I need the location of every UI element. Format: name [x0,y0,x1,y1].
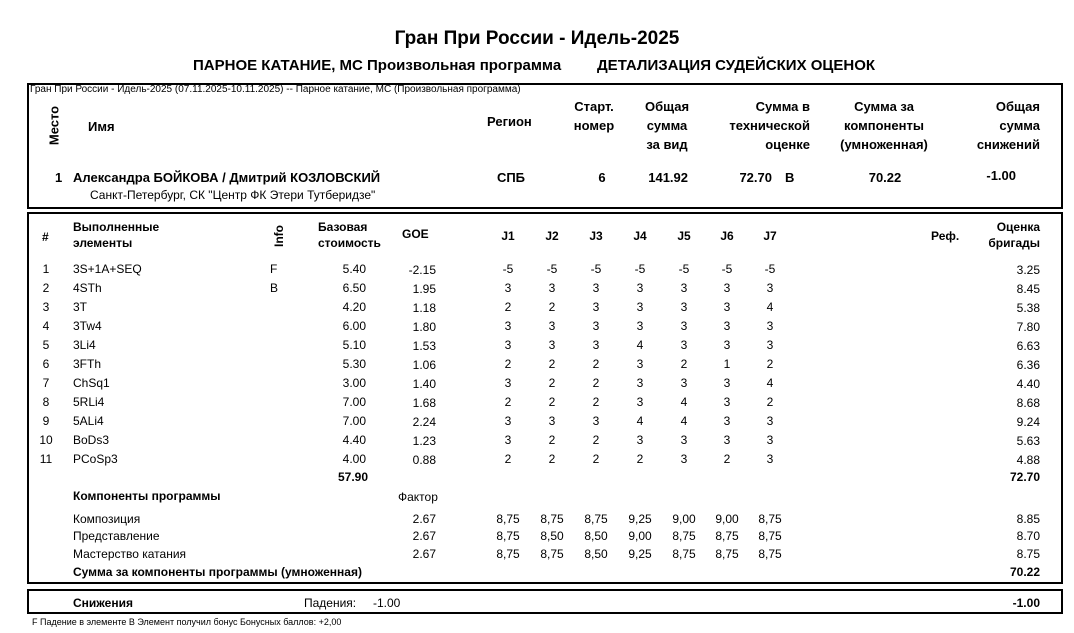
component-judge-score: 9,25 [628,512,652,526]
judge-score: 3 [636,319,644,333]
judge-score: 3 [548,414,556,428]
judge-score: 3 [766,338,774,352]
judge-score: 2 [504,452,512,466]
judge-score: 2 [723,452,731,466]
component-judge-score: 8,75 [758,512,782,526]
judge-score: 3 [636,376,644,390]
deductions-box [27,589,1063,614]
component-judge-score: 8,75 [496,547,520,561]
element-num: 5 [42,338,50,352]
element-name: BoDs3 [73,433,110,447]
element-base: 4.40 [342,433,366,447]
element-name: 3T [73,300,88,314]
element-base: 5.10 [342,338,366,352]
judge-score: 4 [680,395,688,409]
component-name: Мастерство катания [73,547,187,561]
judge-score: 3 [680,376,688,390]
judge-score: 2 [680,357,688,371]
components-total-label: Сумма за компоненты программы (умноженная) [73,565,362,579]
base-header: Базовая стоимость [318,220,381,250]
element-name: PCoSp3 [73,452,118,466]
element-info: F [270,262,278,276]
judge-score: 3 [548,281,556,295]
judge-score: 2 [766,357,774,371]
judge-score: 3 [592,319,600,333]
element-base: 3.00 [342,376,366,390]
report-title: ДЕТАЛИЗАЦИЯ СУДЕЙСКИХ ОЦЕНОК [597,57,876,74]
judge-score: -5 [502,262,514,276]
element-num: 10 [39,433,53,447]
falls-label: Падения: [304,596,357,610]
event-line: Гран При России - Идель-2025 (07.11.2025-10.11.2025) -- Парное катание, МС (Произвольная программа) [30,84,521,95]
element-num: 4 [42,319,50,333]
judge-score: 3 [766,281,774,295]
judge-header: J1 [501,229,515,243]
element-base: 5.30 [342,357,366,371]
element-panel-score: 3.25 [1016,263,1040,277]
element-goe: 1.06 [412,358,436,372]
factor-header: Фактор [398,490,438,504]
base-total: 57.90 [337,470,368,484]
skater-region: СПБ [496,170,526,185]
judge-score: 3 [680,300,688,314]
tes-total: 72.70 [1009,470,1040,484]
judge-score: 3 [766,433,774,447]
element-name: ChSq1 [73,376,110,390]
component-judge-score: 8,75 [715,547,739,561]
component-name: Представление [73,529,160,543]
element-base: 7.00 [342,414,366,428]
judge-score: 3 [723,300,731,314]
score-header: Оценка бригады [988,220,1040,250]
name-header: Имя [88,119,115,134]
judge-score: 4 [766,300,774,314]
element-panel-score: 4.88 [1016,453,1040,467]
element-goe: 1.53 [412,339,436,353]
component-factor: 2.67 [412,547,436,561]
component-panel-score: 8.70 [1016,529,1040,543]
judge-score: 3 [723,319,731,333]
judge-header: J2 [545,229,559,243]
element-panel-score: 6.63 [1016,339,1040,353]
element-name: 3S+1A+SEQ [73,262,142,276]
skater-name: Александра БОЙКОВА / Дмитрий КОЗЛОВСКИЙ [73,170,381,185]
judge-score: 2 [592,376,600,390]
judge-score: 3 [504,414,512,428]
component-judge-score: 8,50 [584,547,608,561]
component-judge-score: 9,00 [672,512,696,526]
judge-score: 3 [680,433,688,447]
judge-score: 2 [548,452,556,466]
judge-score: 3 [680,452,688,466]
judge-score: 2 [548,357,556,371]
component-judge-score: 9,00 [715,512,739,526]
element-name: 3Li4 [73,338,96,352]
component-judge-score: 9,00 [628,529,652,543]
judge-score: -5 [721,262,733,276]
segment-title: ПАРНОЕ КАТАНИЕ, МС Произвольная программа [193,57,562,74]
judge-score: -5 [764,262,776,276]
element-num: 2 [42,281,50,295]
judge-score: 3 [504,281,512,295]
skater-place: 1 [55,170,63,185]
judge-score: 3 [636,395,644,409]
judge-score: 3 [680,338,688,352]
judge-score: 3 [723,338,731,352]
element-name: 3Tw4 [73,319,102,333]
start-no-header: Старт. номер [573,99,615,133]
element-header: Выполненные элементы [73,220,160,250]
component-judge-score: 8,75 [715,529,739,543]
judge-score: 4 [636,414,644,428]
element-name: 5RLi4 [73,395,105,409]
judge-score: 3 [548,319,556,333]
judge-score: 4 [636,338,644,352]
judge-score: 3 [592,300,600,314]
judge-score: 3 [636,433,644,447]
judge-score: 3 [592,414,600,428]
judge-score: 2 [504,300,512,314]
component-judge-score: 8,50 [584,529,608,543]
judge-score: 3 [548,338,556,352]
component-factor: 2.67 [412,529,436,543]
component-panel-score: 8.75 [1016,547,1040,561]
component-name: Композиция [73,512,141,526]
element-goe: 0.88 [412,453,436,467]
judge-score: 2 [592,452,600,466]
component-judge-score: 8,75 [584,512,608,526]
element-panel-score: 5.63 [1016,434,1040,448]
element-goe: 1.80 [412,320,436,334]
judge-score: 3 [636,300,644,314]
place-header: Место [46,105,62,146]
component-judge-score: 8,75 [540,547,564,561]
element-panel-score: 9.24 [1016,415,1040,429]
skater-club: Санкт-Петербург, СК "Центр ФК Этери Тутберидзе" [90,188,376,202]
judge-score: 3 [680,281,688,295]
element-panel-score: 4.40 [1016,377,1040,391]
component-judge-score: 8,50 [540,529,564,543]
judge-score: -5 [678,262,690,276]
info-header: Info [272,225,286,247]
element-panel-score: 8.68 [1016,396,1040,410]
component-panel-score: 8.85 [1016,512,1040,526]
judge-score: 2 [592,395,600,409]
element-base: 6.50 [342,281,366,295]
element-name: 5ALi4 [73,414,104,428]
num-header: # [42,230,49,244]
element-panel-score: 8.45 [1016,282,1040,296]
element-num: 6 [42,357,50,371]
component-factor: 2.67 [412,512,436,526]
judge-score: 2 [504,395,512,409]
judge-header: J3 [589,229,603,243]
skater-start-no: 6 [598,170,606,185]
falls-value: -1.00 [373,596,401,610]
deductions-header: Общая сумма снижений [976,99,1040,152]
total-header: Общая сумма за вид [644,99,690,152]
judge-score: -5 [546,262,558,276]
element-base: 4.20 [342,300,366,314]
component-judge-score: 8,75 [672,547,696,561]
judge-score: 2 [766,395,774,409]
element-num: 11 [39,452,53,466]
judge-score: 3 [723,414,731,428]
component-judge-score: 8,75 [496,512,520,526]
component-judge-score: 8,75 [672,529,696,543]
judge-score: 3 [680,319,688,333]
judge-score: 3 [592,281,600,295]
element-goe: 1.18 [412,301,436,315]
judge-score: 3 [592,338,600,352]
element-goe: -2.15 [408,263,436,277]
judge-score: 2 [592,433,600,447]
judge-score: 2 [504,357,512,371]
element-base: 5.40 [342,262,366,276]
skater-pcs: 70.22 [868,170,902,185]
component-judge-score: 8,75 [496,529,520,543]
skater-deductions: -1.00 [986,168,1016,183]
deductions-total: -1.00 [1012,596,1040,610]
page-title: Гран При России - Идель-2025 [394,28,680,49]
judge-score: 3 [636,281,644,295]
element-panel-score: 6.36 [1016,358,1040,372]
judge-score: 3 [504,433,512,447]
judge-score: 1 [723,357,731,371]
judge-score: 2 [548,433,556,447]
element-base: 7.00 [342,395,366,409]
element-goe: 1.40 [412,377,436,391]
element-goe: 1.68 [412,396,436,410]
judge-header: J7 [763,229,777,243]
judge-score: 3 [766,319,774,333]
pcs-header: Сумма за компоненты (умноженная) [840,99,928,152]
element-num: 3 [42,300,50,314]
components-total: 70.22 [1009,565,1040,579]
element-panel-score: 7.80 [1016,320,1040,334]
judge-score: 3 [766,414,774,428]
element-goe: 1.95 [412,282,436,296]
element-base: 4.00 [342,452,366,466]
element-panel-score: 5.38 [1016,301,1040,315]
judge-score: 2 [548,395,556,409]
skater-total: 141.92 [648,170,688,185]
judge-score: 3 [723,376,731,390]
element-num: 7 [42,376,50,390]
element-base: 6.00 [342,319,366,333]
judge-score: 3 [504,376,512,390]
element-name: 3FTh [73,357,102,371]
element-num: 9 [42,414,50,428]
judge-score: 3 [723,433,731,447]
judge-header: J4 [633,229,647,243]
component-judge-score: 9,25 [628,547,652,561]
judge-score: 2 [548,376,556,390]
judge-score: 4 [680,414,688,428]
component-judge-score: 8,75 [540,512,564,526]
judge-score: 2 [636,452,644,466]
judge-score: -5 [634,262,646,276]
legend: F Падение в элементе B Элемент получил бонус Бонусных баллов: +2,00 [32,617,342,627]
element-num: 1 [42,262,50,276]
judge-score: 2 [592,357,600,371]
element-name: 4STh [73,281,102,295]
judge-header: J6 [720,229,734,243]
element-info: B [270,281,279,295]
judge-score: 3 [723,395,731,409]
skater-tes: 72.70 [739,170,772,185]
deductions-label: Снижения [73,596,133,610]
skater-tes-flag: B [785,170,795,185]
judge-score: -5 [590,262,602,276]
element-goe: 2.24 [412,415,436,429]
components-header: Компоненты программы [73,489,221,503]
tes-header: Сумма в технической оценке [729,99,810,152]
judge-score: 2 [548,300,556,314]
goe-header: GOE [402,227,429,241]
ref-header: Реф. [931,229,960,243]
judge-score: 4 [766,376,774,390]
judge-score: 3 [723,281,731,295]
region-header: Регион [487,114,532,129]
element-goe: 1.23 [412,434,436,448]
judge-score: 3 [636,357,644,371]
judge-score: 3 [504,319,512,333]
judge-header: J5 [677,229,691,243]
judge-score: 3 [504,338,512,352]
element-num: 8 [42,395,50,409]
component-judge-score: 8,75 [758,547,782,561]
judge-score: 3 [766,452,774,466]
component-judge-score: 8,75 [758,529,782,543]
